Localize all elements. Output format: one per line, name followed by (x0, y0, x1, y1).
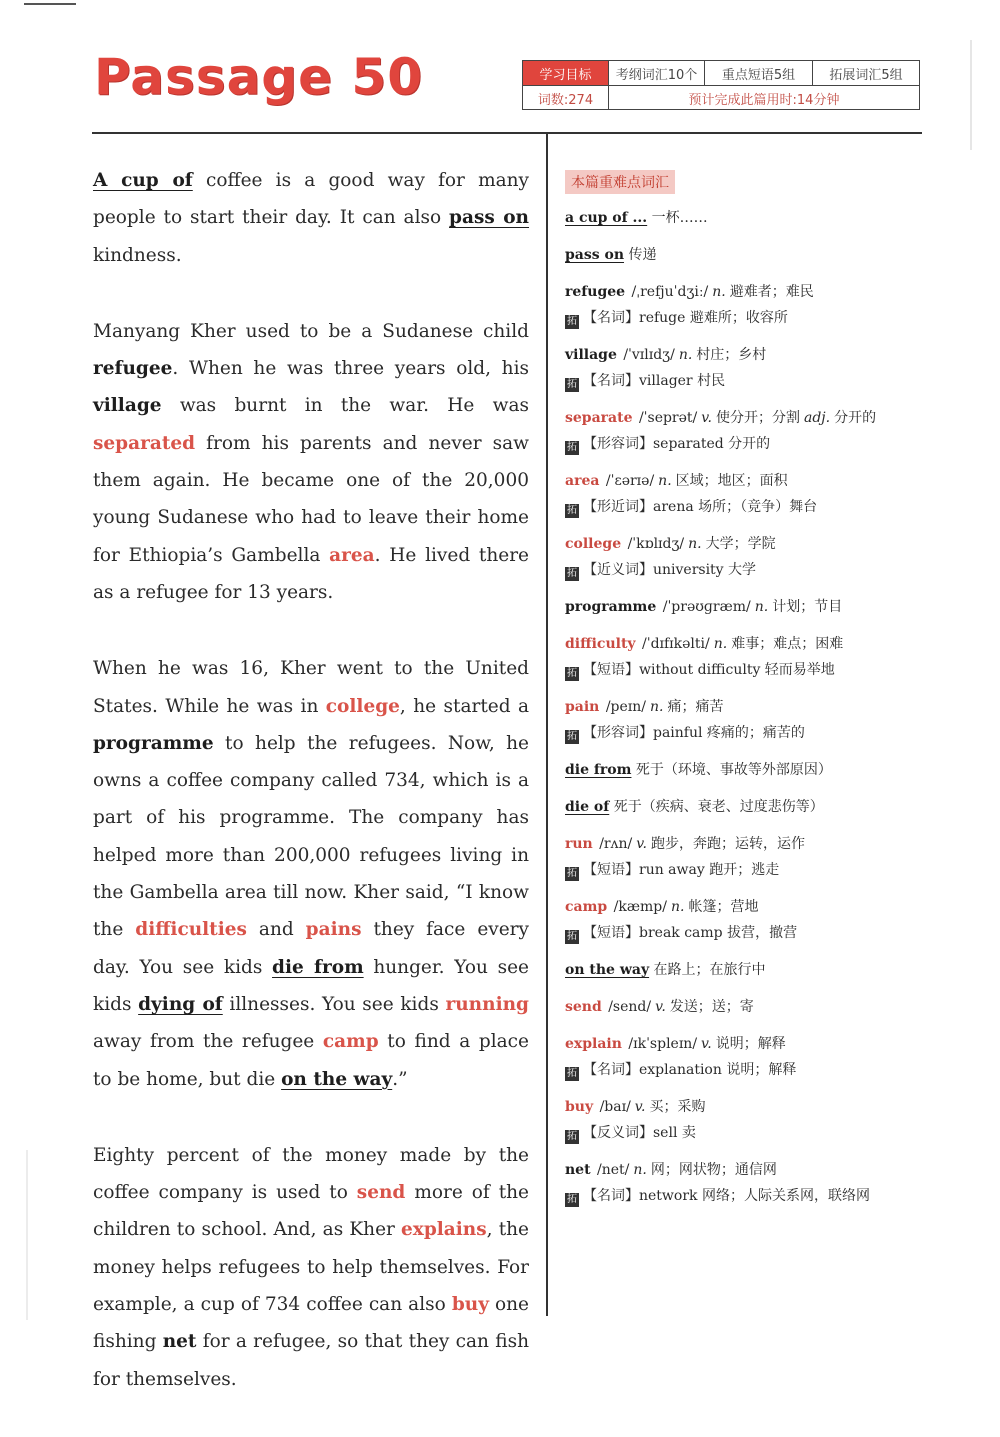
extension-icon: 拓 (567, 568, 577, 579)
highlight-word: buy (451, 1294, 489, 1316)
scan-margin-mark (970, 40, 972, 150)
vocab-entry: a cup of ... 一杯…… (565, 210, 708, 226)
extension-icon: 拓 (567, 1194, 577, 1205)
scan-margin-mark (26, 1150, 28, 1320)
vocab-entry: pass on 传递 (565, 247, 657, 263)
vocab-entry: separate /ˈseprət/ v. 使分开；分割 adj. 分开的 拓 【形容词】separated 分开的 (565, 410, 877, 453)
goal-key-phrases: 重点短语5组 (705, 61, 813, 85)
vocab-entry: die from 死于（环境、事故等外部原因） (565, 762, 832, 778)
header-divider (92, 132, 922, 134)
highlight-word: difficulties (135, 919, 247, 941)
highlight-word: college (325, 695, 400, 717)
extension-icon: 拓 (567, 731, 577, 742)
column-divider (546, 134, 548, 1316)
extension-icon: 拓 (567, 505, 577, 516)
paragraph-4: Eighty percent of the money made by the coffee company is used to send more of the children to school. And, as Kher explains, the money helps refugees to help themselves. For example, a cup of 734 coffee can also buy one fishing net for a refugee, so that they can fish for themselves. (93, 1144, 530, 1390)
key-phrase: die from (272, 956, 364, 978)
key-word: refugee (93, 358, 173, 380)
vocab-entry: village /ˈvɪlɪdʒ/ n. 村庄；乡村 拓 【名词】villager 村民 (565, 347, 767, 390)
highlight-word: area (329, 544, 375, 566)
extension-icon: 拓 (567, 1131, 577, 1142)
vocab-entry: college /ˈkɒlɪdʒ/ n. 大学；学院 拓 【近义词】university 大学 (565, 536, 776, 579)
vocab-entry: explain /ɪkˈspleɪn/ v. 说明；解释 拓 【名词】explanation 说明；解释 (565, 1036, 797, 1079)
vocab-entry: area /ˈɛərɪə/ n. 区域；地区；面积 拓 【形近词】arena 场所；（竞争）舞台 (565, 473, 818, 516)
key-phrase: on the way (281, 1068, 393, 1090)
vocab-entry: net /net/ n. 网；网状物；通信网 拓 【名词】network 网络；人际关系网，联络网 (565, 1162, 870, 1205)
goal-syllabus-words: 考纲词汇10个 (609, 61, 705, 85)
key-phrase: pass on (449, 207, 530, 229)
extension-icon: 拓 (567, 1068, 577, 1079)
vocab-entry: run /rʌn/ v. 跑步，奔跑；运转，运作 拓 【短语】run away 跑开；逃走 (565, 836, 805, 879)
vocab-entry: die of 死于（疾病、衰老、过度悲伤等） (565, 799, 824, 815)
vocab-entry: on the way 在路上；在旅行中 (565, 962, 766, 978)
page-edge-line (24, 3, 76, 5)
estimated-time: 预计完成此篇用时:14分钟 (688, 92, 840, 108)
key-word: net (162, 1331, 197, 1353)
goal-label: 学习目标 (523, 61, 609, 85)
vocab-entry: camp /kæmp/ n. 帐篷；营地 拓 【短语】break camp 拔营，撤营 (565, 899, 798, 942)
vocabulary-heading: 本篇重难点词汇 (565, 170, 675, 194)
word-count: 词数:274 (523, 86, 609, 110)
vocab-entry: pain /peɪn/ n. 痛；痛苦 拓 【形容词】painful 疼痛的；痛苦的 (565, 699, 805, 742)
key-phrase: A cup of (93, 170, 193, 191)
extension-icon: 拓 (567, 668, 577, 679)
paragraph-3: When he was 16, Kher went to the United States. While he was in college, he started a programme to help the refugees. Now, he owns a coffee company called 734, which is a part of his programme. The company has helped more than 200,000 refugees living in the Gambella area till now. Kher said, “I know the difficulties and pains they face every day. You see kids die from hunger. You see kids dying of illnesses. You see kids running away from the refugee camp to find a place to be home, but die on the way.” (93, 658, 529, 1090)
extension-icon: 拓 (567, 868, 577, 879)
extension-icon: 拓 (567, 379, 577, 390)
highlight-word: send (356, 1182, 406, 1204)
study-goal-table (522, 60, 920, 110)
extension-icon: 拓 (567, 442, 577, 453)
highlight-word: explains (401, 1219, 487, 1241)
vocab-entry: send /send/ v. 发送；送；寄 (565, 999, 754, 1015)
extension-icon: 拓 (567, 931, 577, 942)
highlight-word: running (445, 993, 529, 1015)
goal-extended-words: 拓展词汇5组 (829, 67, 903, 83)
highlight-word: separated (93, 432, 196, 454)
paragraph-1: A cup of coffee is a good way for many people to start their day. It can also pass on kindness. (93, 170, 530, 266)
paragraph-2: Manyang Kher used to be a Sudanese child refugee. When he was three years old, his village was burnt in the war. He was separated from his parents and never saw them again. He became one of the 20,000 young Sudanese who had to leave their home for Ethiopia’s Gambella area. He lived there as a refugee for 13 years. (93, 320, 529, 603)
key-word: village (93, 395, 162, 417)
vocab-entry: programme /ˈprəʊɡræm/ n. 计划；节目 (565, 599, 843, 615)
vocab-entry: difficulty /ˈdɪfɪkəlti/ n. 难事；难点；困难 拓 【短语】without difficulty 轻而易举地 (565, 636, 844, 679)
vocabulary-panel (565, 170, 935, 1220)
vocab-entry: refugee /ˌrefjuˈdʒiː/ n. 避难者；难民 拓 【名词】refuge 避难所；收容所 (565, 284, 814, 327)
extension-icon: 拓 (567, 316, 577, 327)
vocab-entry: buy /baɪ/ v. 买；采购 拓 【反义词】sell 卖 (565, 1099, 706, 1142)
key-phrase: dying of (138, 993, 223, 1015)
highlight-word: pains (305, 919, 362, 941)
highlight-word: camp (322, 1031, 379, 1053)
key-word: programme (93, 732, 214, 754)
passage-text (93, 162, 529, 1437)
page-title: Passage 50 (94, 48, 423, 106)
